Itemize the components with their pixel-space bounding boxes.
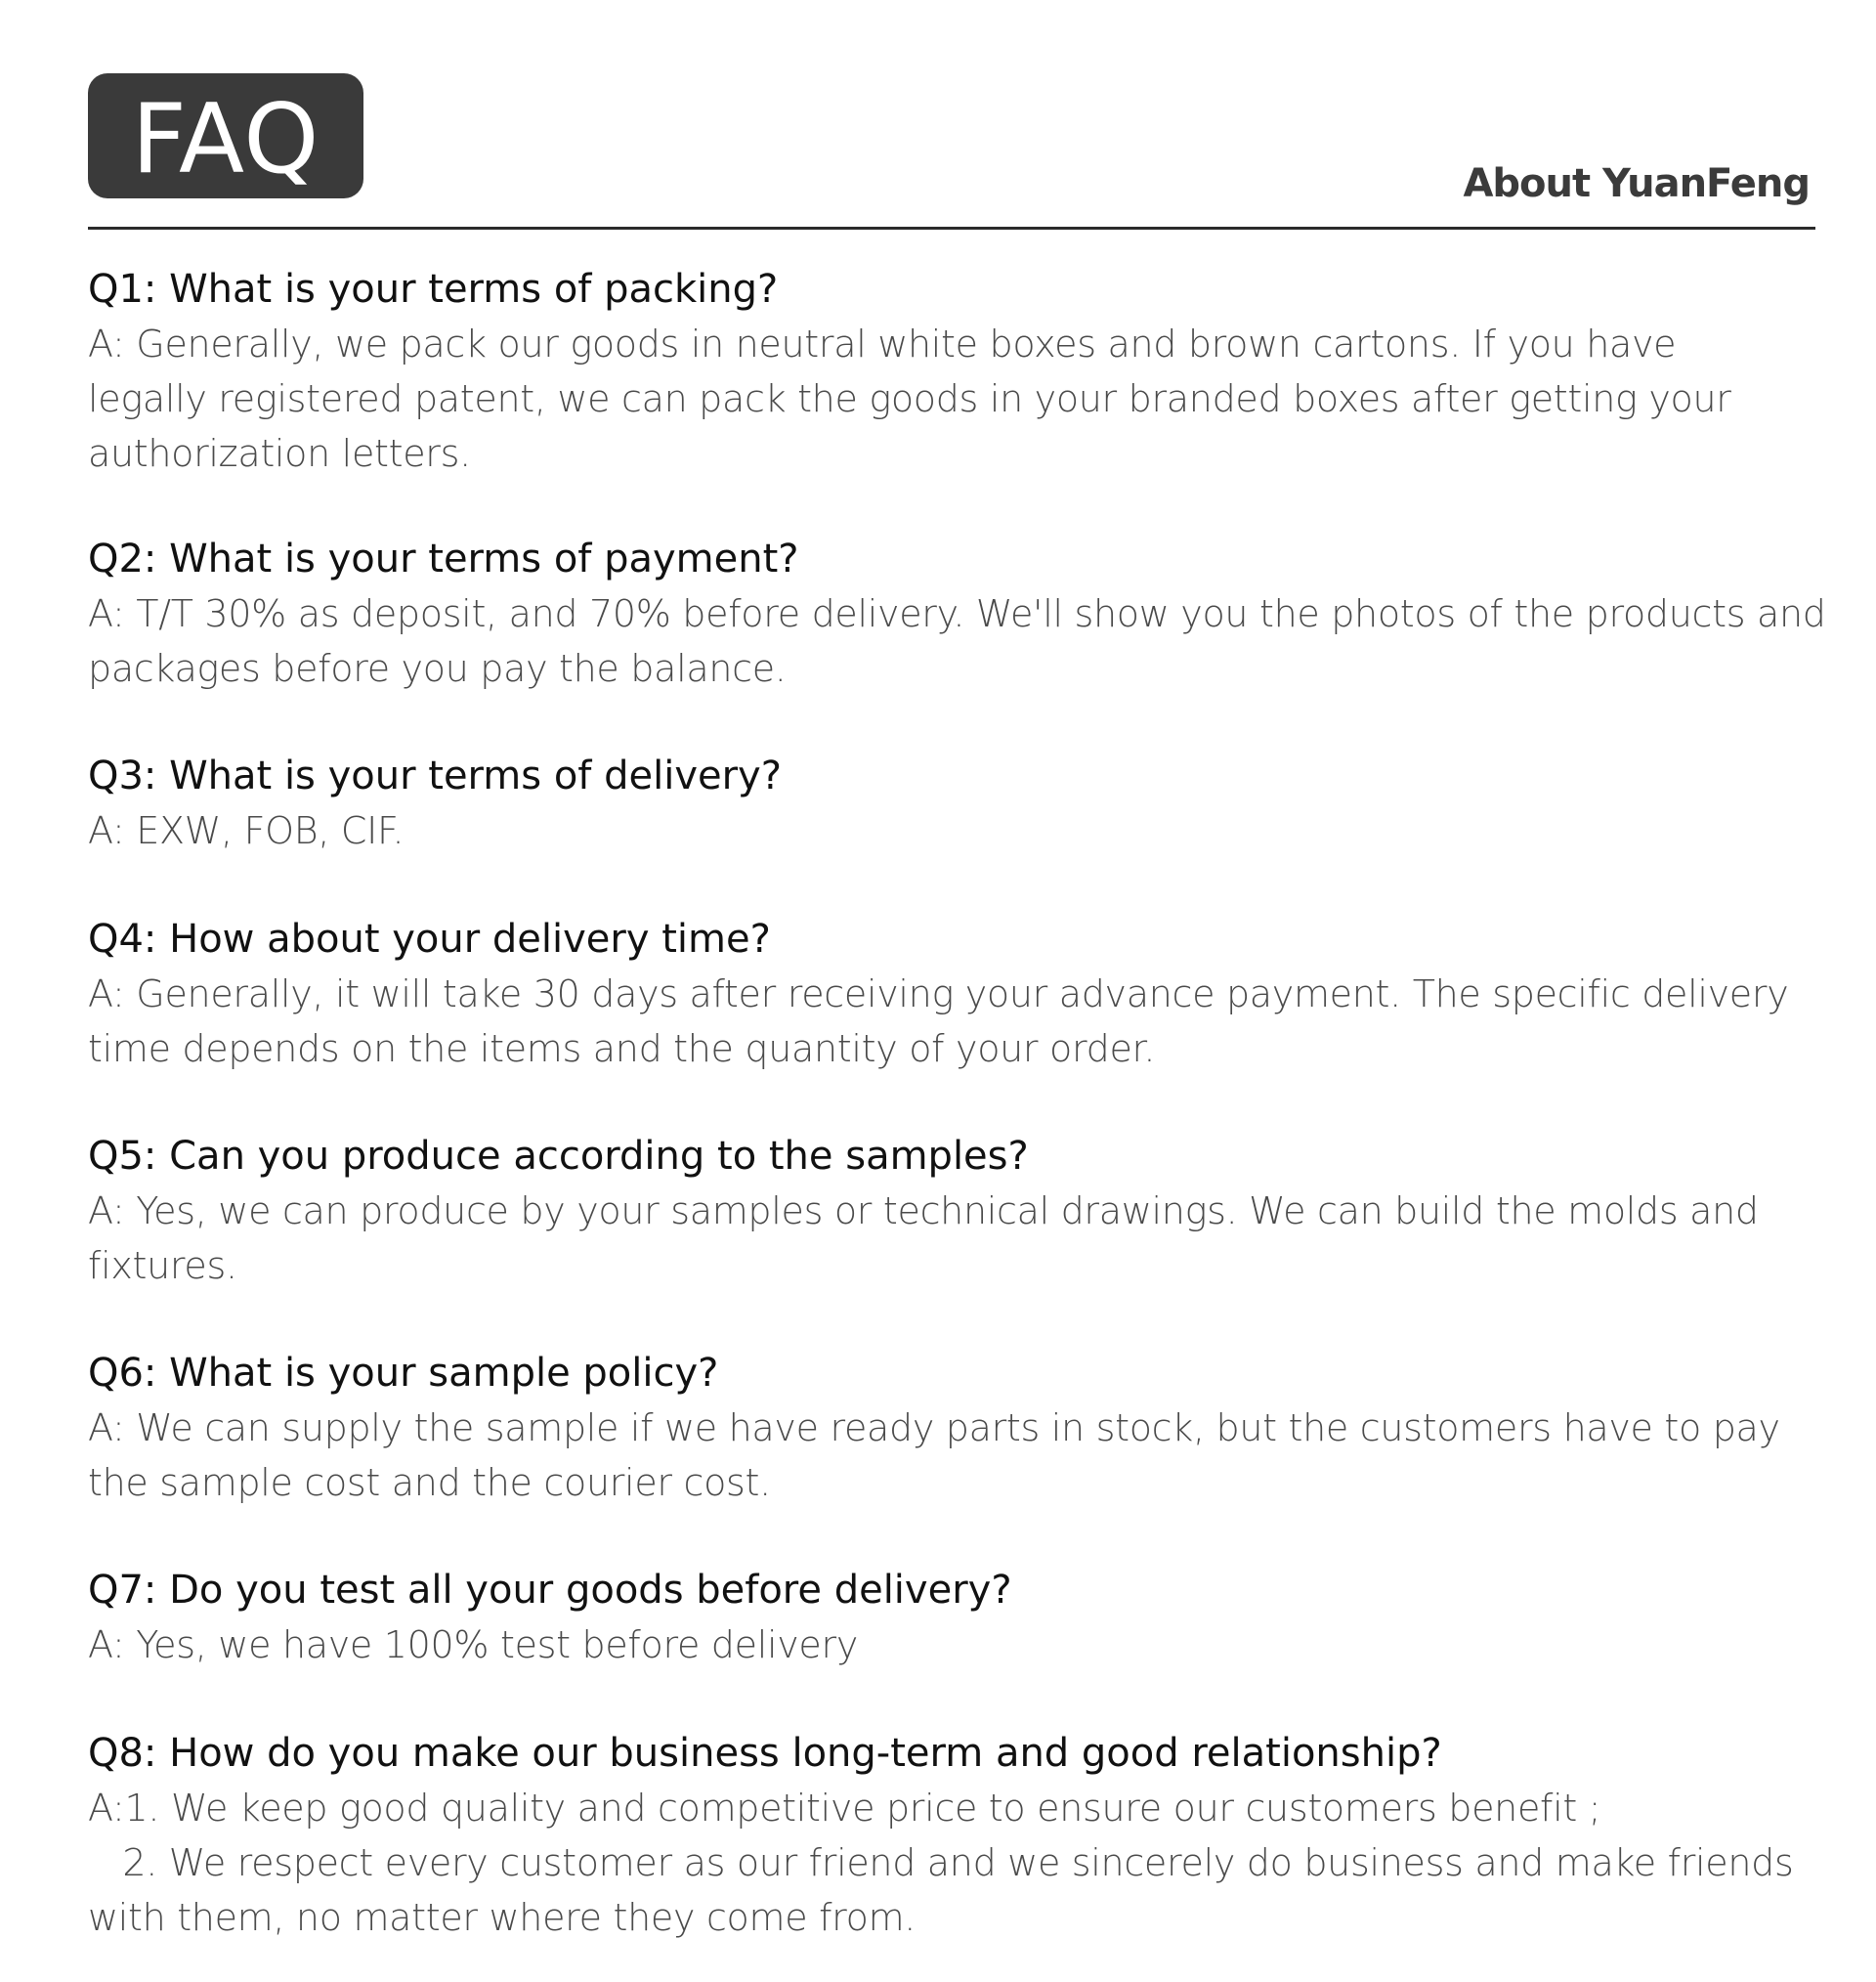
header [88,73,1815,228]
faq-item [88,1129,1759,1293]
faq-item [88,912,1788,1076]
question: Q2: What is your terms of payment? [88,537,799,582]
faq-item [88,262,1731,481]
answer: A: Yes, we have 100% test before delivery [88,1623,859,1666]
question: Q8: How do you make our business long-term and good relationship? [88,1731,1442,1776]
answer: A: Generally, it will take 30 days after receiving your advance payment. The specific delivery time depends on the items and the quantity of your order. [88,972,1789,1070]
faq-item [88,749,782,858]
answer: A: T/T 30% as deposit, and 70% before delivery. We'll show you the photos of the products and packages before you pay the balance. [88,592,1826,690]
question: Q1: What is your terms of packing? [88,267,779,312]
faq-item [88,532,1826,696]
faq-item [88,1563,1012,1672]
faq-badge-label: FAQ [131,84,320,195]
answer: A: We can supply the sample if we have ready parts in stock, but the customers have to pay the sample cost and the courier cost. [88,1406,1780,1504]
answer: A: Yes, we can produce by your samples or technical drawings. We can build the molds and fixtures. [88,1189,1759,1287]
faq-badge [88,73,363,198]
question: Q4: How about your delivery time? [88,917,771,962]
answer: A:1. We keep good quality and competitive price to ensure our customers benefit ; 2. We respect every customer as our friend and we sincerely do business and make friends with them, no matter where they come from. [88,1787,1794,1939]
question: Q7: Do you test all your goods before delivery? [88,1568,1012,1613]
about-label: About YuanFeng [1463,161,1810,206]
faq-item [88,1726,1793,1945]
question: Q6: What is your sample policy? [88,1351,719,1396]
faq-item [88,1346,1780,1510]
header-divider [88,227,1815,230]
question: Q5: Can you produce according to the samples? [88,1134,1029,1179]
question: Q3: What is your terms of delivery? [88,754,782,798]
answer: A: Generally, we pack our goods in neutral white boxes and brown cartons. If you have legally registered patent, we can pack the goods in your branded boxes after getting your authorization letters. [88,323,1731,475]
answer: A: EXW, FOB, CIF. [88,809,405,852]
